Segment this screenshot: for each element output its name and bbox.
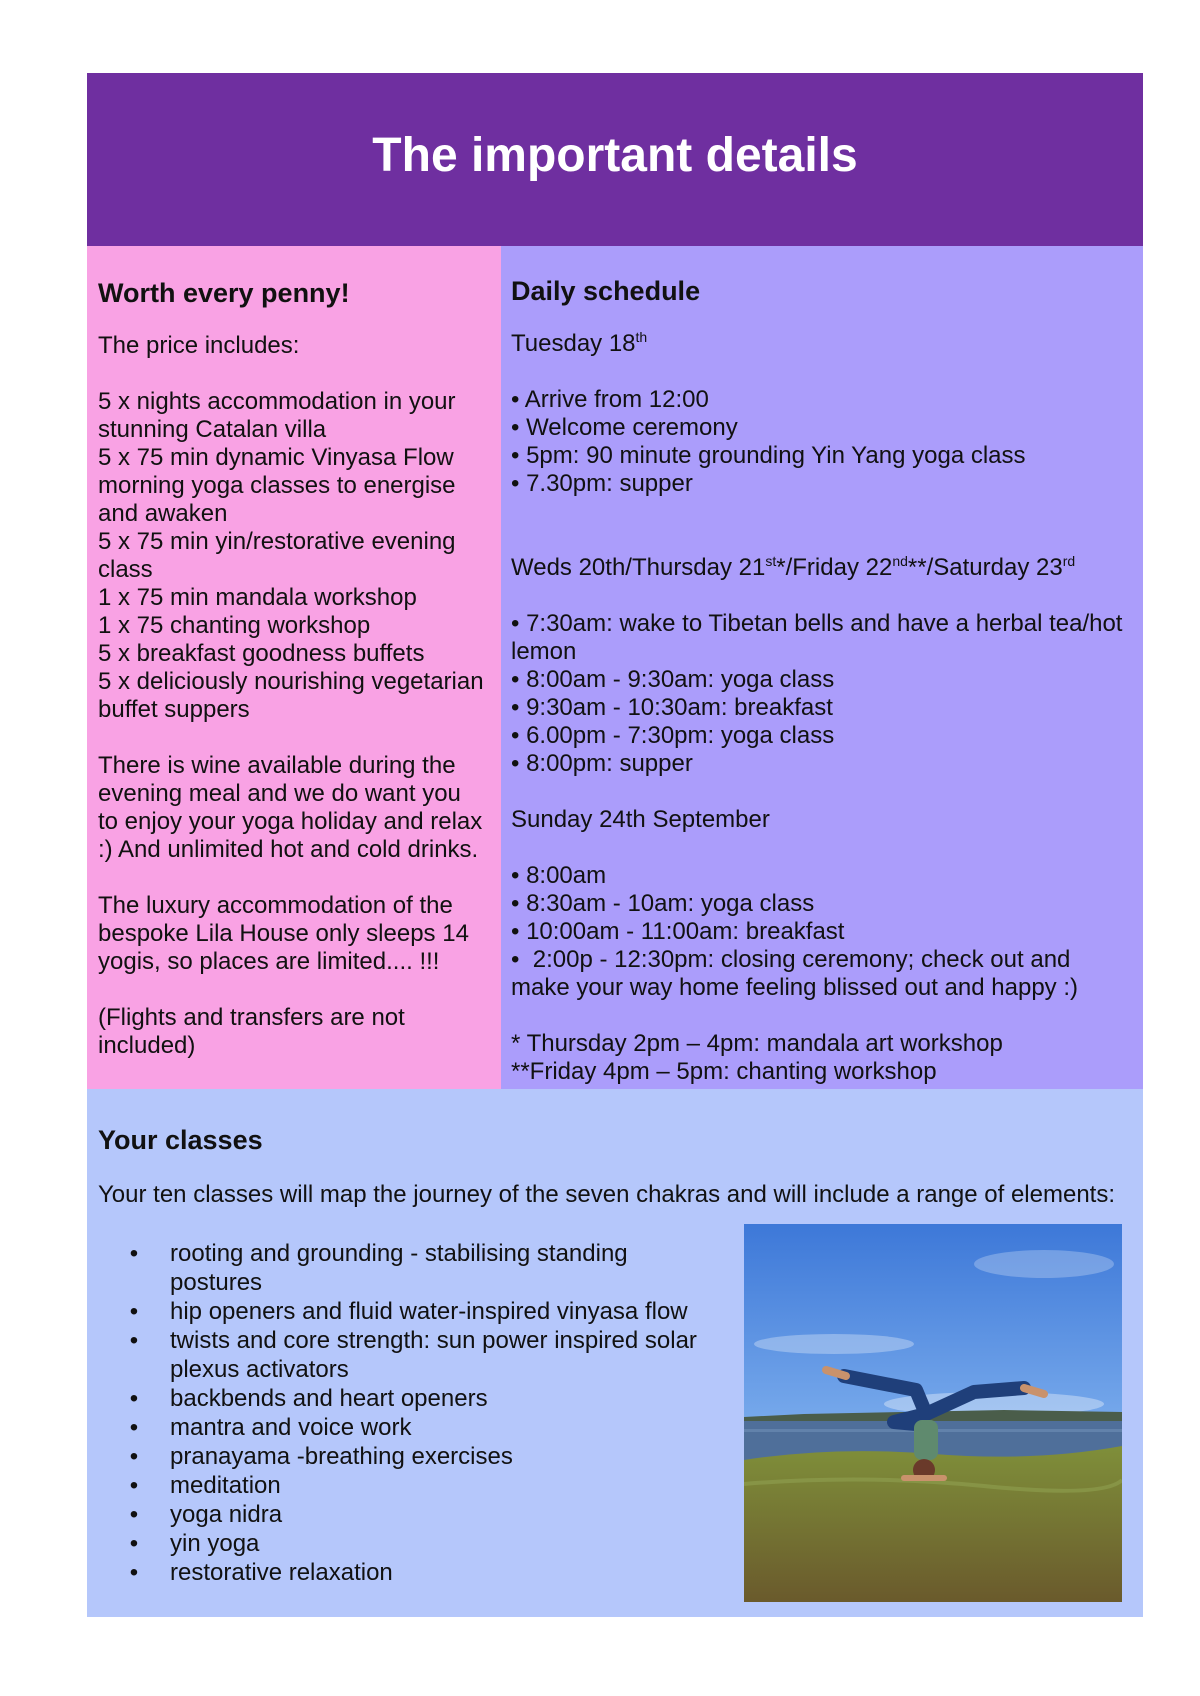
inclusion-line: and awaken — [98, 500, 228, 527]
list-item: • mantra and voice work — [122, 1413, 722, 1442]
classes-intro: Your ten classes will map the journey of the seven chakras and will include a range of elements: — [98, 1181, 1116, 1208]
schedule-item: • Arrive from 12:00 — [511, 386, 709, 413]
schedule-item: • 8:00am - 9:30am: yoga class — [511, 666, 835, 693]
schedule-item: • 8:00am — [511, 862, 607, 889]
bullet-icon: • — [129, 1240, 139, 1267]
list-item: • pranayama -breathing exercises — [122, 1442, 722, 1471]
weds-sat-items — [511, 610, 1135, 778]
bullet-icon: • — [129, 1414, 139, 1441]
inclusion-line: buffet suppers — [98, 696, 250, 723]
schedule-item: • 8:30am - 10am: yoga class — [511, 890, 815, 917]
inclusion-line: 1 x 75 chanting workshop — [98, 612, 371, 639]
wine-line: There is wine available during the — [98, 752, 456, 779]
inclusion-line: 5 x deliciously nourishing vegetarian — [98, 668, 484, 695]
inclusion-line: class — [98, 556, 153, 583]
luxury-line: yogis, so places are limited.... !!! — [98, 948, 440, 975]
schedule-item: • Welcome ceremony — [511, 414, 738, 441]
schedule-item: • 9:30am - 10:30am: breakfast — [511, 694, 833, 721]
inclusion-line: 1 x 75 min mandala workshop — [98, 584, 417, 611]
inclusions-column — [87, 246, 501, 1089]
luxury-paragraph — [98, 892, 491, 976]
schedule-heading: Daily schedule — [511, 276, 701, 306]
bullet-icon: • — [129, 1298, 139, 1325]
inclusion-line: 5 x nights accommodation in your — [98, 388, 456, 415]
schedule-item: • 8:00pm: supper — [511, 750, 693, 777]
schedule-item: • 10:00am - 11:00am: breakfast — [511, 918, 845, 945]
inclusion-line: stunning Catalan villa — [98, 416, 327, 443]
schedule-item: • 7.30pm: supper — [511, 470, 693, 497]
workshop-notes — [511, 1030, 1135, 1086]
bullet-icon: • — [129, 1559, 139, 1586]
flights-line: (Flights and transfers are not — [98, 1004, 405, 1031]
day-heading-sunday: Sunday 24th September — [511, 806, 770, 833]
bullet-icon: • — [129, 1443, 139, 1470]
inclusion-line: 5 x breakfast goodness buffets — [98, 640, 425, 667]
schedule-item: make your way home feeling blissed out and happy :) — [511, 974, 1078, 1001]
inclusions-list — [98, 388, 491, 724]
list-item: • backbends and heart openers — [122, 1384, 722, 1413]
schedule-item: • 6.00pm - 7:30pm: yoga class — [511, 722, 835, 749]
workshop-note: * Thursday 2pm – 4pm: mandala art workshop — [511, 1030, 1003, 1057]
wine-line: to enjoy your yoga holiday and relax — [98, 808, 483, 835]
sunday-items — [511, 862, 1135, 1002]
page-title: The important details — [372, 129, 858, 182]
inclusion-line: morning yoga classes to energise — [98, 472, 456, 499]
bullet-icon: • — [129, 1385, 139, 1412]
luxury-line: bespoke Lila House only sleeps 14 — [98, 920, 469, 947]
inclusions-heading: Worth every penny! — [98, 278, 350, 308]
classes-list — [122, 1239, 722, 1587]
schedule-item: lemon — [511, 638, 577, 665]
header-banner — [87, 73, 1143, 246]
bullet-icon: • — [129, 1530, 139, 1557]
inclusion-line: 5 x 75 min dynamic Vinyasa Flow — [98, 444, 454, 471]
schedule-item: • 2:00p - 12:30pm: closing ceremony; check out and — [511, 946, 1071, 973]
luxury-line: The luxury accommodation of the — [98, 892, 453, 919]
inclusion-line: 5 x 75 min yin/restorative evening — [98, 528, 456, 555]
wine-paragraph — [98, 752, 491, 864]
wine-line: :) And unlimited hot and cold drinks. — [98, 836, 479, 863]
list-item: • restorative relaxation — [122, 1558, 722, 1587]
list-item: • hip openers and fluid water-inspired vinyasa flow — [122, 1297, 722, 1326]
schedule-item: • 7:30am: wake to Tibetan bells and have a herbal tea/hot — [511, 610, 1123, 637]
classes-heading: Your classes — [98, 1125, 263, 1155]
flights-note — [98, 1004, 491, 1060]
list-item: • twists and core strength: sun power inspired solar plexus activators — [122, 1326, 722, 1384]
bullet-icon: • — [129, 1327, 139, 1354]
bullet-icon: • — [129, 1472, 139, 1499]
list-item: • rooting and grounding - stabilising standing postures — [122, 1239, 722, 1297]
workshop-note: **Friday 4pm – 5pm: chanting workshop — [511, 1058, 937, 1085]
schedule-item: • 5pm: 90 minute grounding Yin Yang yoga class — [511, 442, 1026, 469]
day-heading-weds-sat: Weds 20th/Thursday 21st*/Friday 22nd**/Saturday 23rd — [511, 553, 1076, 581]
list-item: • yoga nidra — [122, 1500, 722, 1529]
bullet-icon: • — [129, 1501, 139, 1528]
wine-line: evening meal and we do want you — [98, 780, 461, 807]
schedule-column — [501, 246, 1143, 1089]
price-intro: The price includes: — [98, 332, 300, 359]
day-heading-tuesday: Tuesday 18th — [511, 329, 648, 357]
flights-line: included) — [98, 1032, 196, 1059]
list-item: • meditation — [122, 1471, 722, 1500]
tuesday-items — [511, 386, 1135, 498]
list-item: • yin yoga — [122, 1529, 722, 1558]
yoga-headstand-photo — [744, 1224, 1122, 1602]
